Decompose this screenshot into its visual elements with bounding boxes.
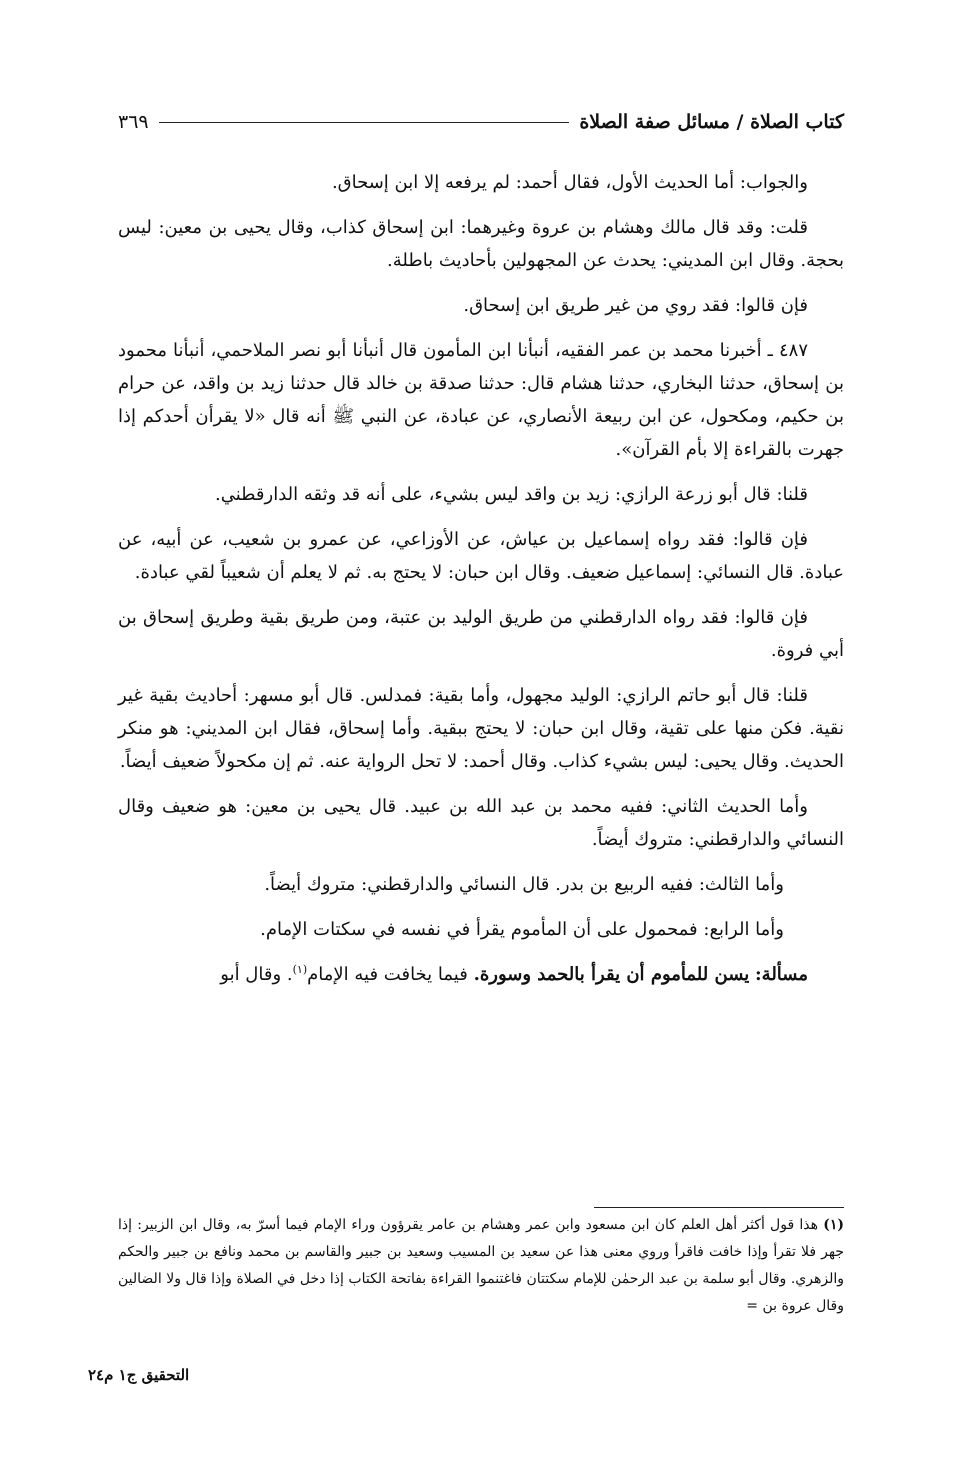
- footnote-separator: [594, 1207, 844, 1208]
- footnotes: [118, 1212, 844, 1320]
- paragraph: وأما الثالث: ففيه الربيع بن بدر. قال النسائي والدارقطني: متروك أيضاً.: [264, 874, 784, 895]
- paragraph: قلت: وقد قال مالك وهشام بن عروة وغيرهما: ابن إسحاق كذاب، وقال يحيى بن معين: ليس بحجة. وقال ابن المديني: يحدث عن المجهولين بأحاديث باطلة.: [118, 217, 844, 271]
- main-text: [118, 166, 844, 1003]
- paragraph: فإن قالوا: فقد رواه الدارقطني من طريق الوليد بن عتبة، ومن طريق بقية وطريق إسحاق بن أبي فروة.: [118, 607, 844, 661]
- footnote-reference[interactable]: (١): [292, 963, 308, 976]
- issue-paragraph: [118, 958, 844, 991]
- issue-label: مسألة:: [755, 964, 808, 985]
- footnote-text: هذا قول أكثر أهل العلم كان ابن مسعود وابن عمر وهشام بن عامر يقرؤون وراء الإمام فيما أسرّ به، وقال ابن الزبير: إذا جهر فلا تقرأ وإذا خافت فاقرأ وروي معنى هذا عن سعيد بن المسيب وسعيد بن جبير والقاسم بن محمد ونافع بن جبير والحكم والزهري. وقال أبو سلمة بن عبد الرحمٰن للإمام سكتتان فاغتنموا القراءة بفاتحة الكتاب إذا دخل في الصلاة وإذا قال ولا الضالين وقال عروة بن =: [118, 1217, 844, 1314]
- page-header: [118, 102, 844, 142]
- page-number: ٣٦٩: [118, 111, 149, 133]
- paragraph: ٤٨٧ ـ أخبرنا محمد بن عمر الفقيه، أنبأنا ابن المأمون قال أنبأنا أبو نصر الملاحمي، أنبأنا محمود بن إسحاق، حدثنا البخاري، حدثنا هشام قال: حدثنا صدقة بن خالد قال حدثنا زيد بن واقد، عن حرام بن حكيم، ومكحول، عن ابن ربيعة الأنصاري، عن عبادة، عن النبي ﷺ أنه قال «لا يقرأن أحدكم إذا جهرت بالقراءة إلا بأم القرآن».: [118, 340, 844, 460]
- paragraph: فإن قالوا: فقد رواه إسماعيل بن عياش، عن الأوزاعي، عن عمرو بن شعيب، عن أبيه، عن عبادة. قال النسائي: إسماعيل ضعيف. وقال ابن حبان: لا يحتج به. ثم لا يعلم أن شعيباً لقي عبادة.: [118, 529, 844, 583]
- paragraph: قلنا: قال أبو حاتم الرازي: الوليد مجهول، وأما بقية: فمدلس. قال أبو مسهر: أحاديث بقية غير نقية. فكن منها على تقية، وقال ابن حبان: لا يحتج ببقية. وأما إسحاق، فقال ابن المديني: هو منكر الحديث. وقال يحيى: ليس بشيء كذاب. وقال أحمد: لا تحل الرواية عنه. ثم إن مكحولاً ضعيف أيضاً.: [118, 685, 844, 772]
- header-rule: [159, 122, 570, 123]
- paragraph: والجواب: أما الحديث الأول، فقال أحمد: لم يرفعه إلا ابن إسحاق.: [331, 172, 808, 193]
- paragraph: وأما الحديث الثاني: ففيه محمد بن عبد الله بن عبيد. قال يحيى بن معين: هو ضعيف وقال النسائي والدارقطني: متروك أيضاً.: [118, 796, 844, 850]
- paragraph: قلنا: قال أبو زرعة الرازي: زيد بن واقد ليس بشيء، على أنه قد وثقه الدارقطني.: [214, 484, 808, 505]
- running-title: كتاب الصلاة / مسائل صفة الصلاة: [579, 111, 844, 133]
- paragraph: وأما الرابع: فمحمول على أن المأموم يقرأ في نفسه في سكتات الإمام.: [260, 919, 784, 940]
- issue-tail: . وقال أبو: [220, 964, 293, 985]
- paragraph: فإن قالوا: فقد روي من غير طريق ابن إسحاق.: [463, 295, 808, 316]
- issue-continuation: فيما يخافت فيه الإمام: [307, 964, 468, 985]
- footnote-number: (١): [823, 1217, 844, 1233]
- printer-signature: التحقيق ج١ م٢٤: [88, 1366, 190, 1384]
- issue-statement: يسن للمأموم أن يقرأ بالحمد وسورة.: [473, 964, 750, 985]
